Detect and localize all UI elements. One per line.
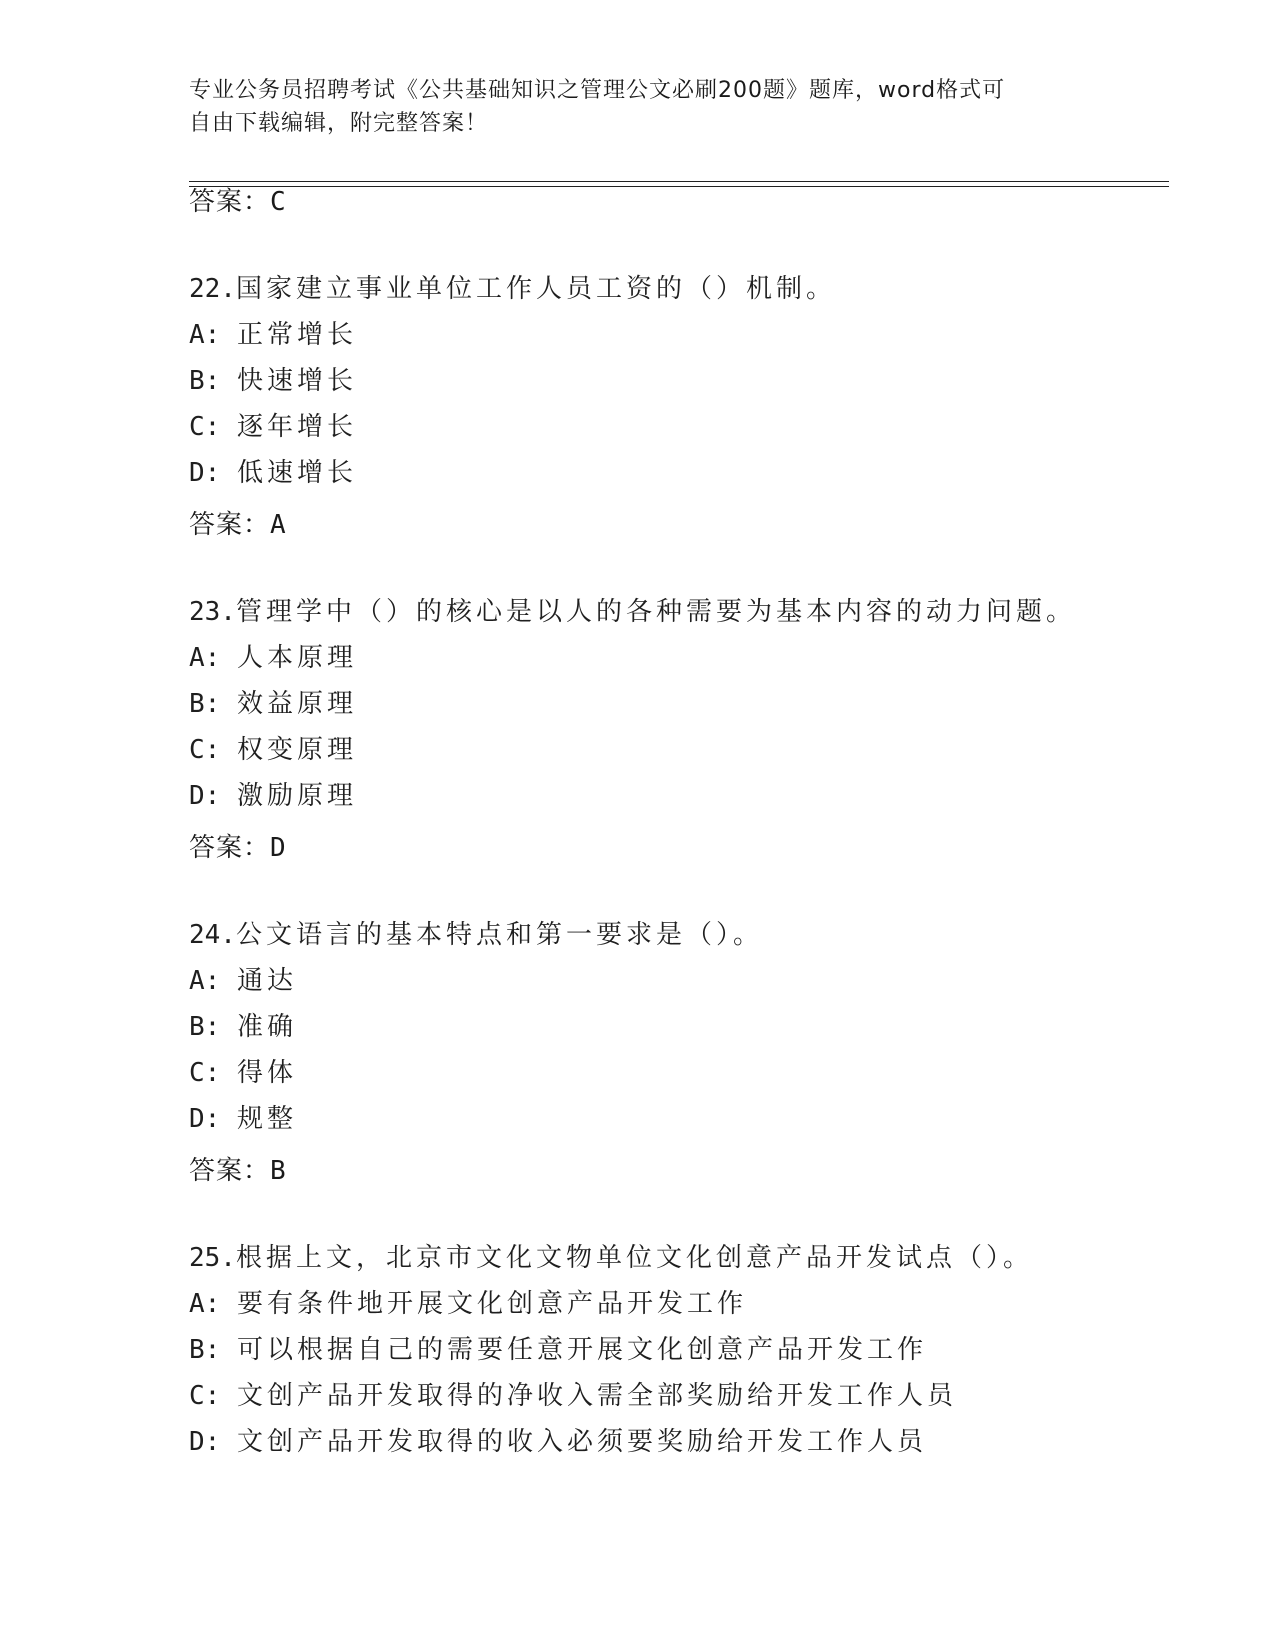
- option-text: 文创产品开发取得的净收入需全部奖励给开发工作人员: [237, 1381, 958, 1411]
- option-letter: D:: [189, 781, 221, 811]
- option-letter: C:: [189, 735, 221, 765]
- option-b: [189, 681, 1189, 727]
- option-d: [189, 1096, 1189, 1142]
- option-letter: B:: [189, 366, 221, 396]
- option-b: [189, 358, 1189, 404]
- question-number: 23.: [189, 597, 236, 627]
- option-letter: C:: [189, 1381, 221, 1411]
- question-number: 25.: [189, 1243, 236, 1273]
- question-stem: [189, 266, 1189, 312]
- option-a: [189, 312, 1189, 358]
- header-divider-bottom: [189, 186, 1169, 187]
- option-text: 激励原理: [237, 781, 358, 811]
- answer-value: B: [270, 1156, 287, 1186]
- question-text: 管理学中（）的核心是以人的各种需要为基本内容的动力问题。: [235, 597, 1076, 627]
- option-a: [189, 635, 1189, 681]
- option-text: 要有条件地开展文化创意产品开发工作: [237, 1289, 748, 1319]
- option-d: [189, 773, 1189, 819]
- question-stem: [189, 1235, 1189, 1281]
- option-text: 通达: [237, 966, 298, 996]
- question-23: [189, 589, 1189, 819]
- option-text: 逐年增长: [237, 412, 358, 442]
- answer-line-23: [189, 831, 287, 865]
- option-letter: B:: [189, 689, 221, 719]
- header-line-2: 自由下载编辑，附完整答案！: [189, 111, 489, 136]
- question-number: 24.: [189, 920, 236, 950]
- option-letter: A:: [189, 966, 221, 996]
- answer-value: D: [270, 833, 287, 863]
- option-letter: A:: [189, 1289, 221, 1319]
- question-22: [189, 266, 1189, 496]
- option-letter: A:: [189, 643, 221, 673]
- question-stem: [189, 589, 1189, 635]
- option-c: [189, 1050, 1189, 1096]
- answer-line-24: [189, 1154, 287, 1188]
- option-text: 规整: [237, 1104, 298, 1134]
- option-letter: C:: [189, 412, 221, 442]
- option-letter: B:: [189, 1012, 221, 1042]
- option-letter: D:: [189, 458, 221, 488]
- option-text: 正常增长: [237, 320, 358, 350]
- option-a: [189, 958, 1189, 1004]
- answer-label: 答案：: [189, 510, 271, 540]
- option-letter: D:: [189, 1427, 221, 1457]
- option-c: [189, 727, 1189, 773]
- option-letter: B:: [189, 1335, 221, 1365]
- answer-line-22: [189, 508, 287, 542]
- question-25: [189, 1235, 1189, 1465]
- option-text: 权变原理: [237, 735, 358, 765]
- document-header: [189, 74, 1089, 140]
- question-stem: [189, 912, 1189, 958]
- question-text: 根据上文，北京市文化文物单位文化创意产品开发试点（）。: [235, 1243, 1033, 1273]
- option-text: 得体: [237, 1058, 298, 1088]
- option-d: [189, 450, 1189, 496]
- header-divider-top: [189, 181, 1169, 182]
- question-text: 国家建立事业单位工作人员工资的（）机制。: [235, 274, 836, 304]
- option-letter: C:: [189, 1058, 221, 1088]
- option-text: 快速增长: [237, 366, 358, 396]
- answer-line-21: [189, 185, 287, 219]
- option-c: [189, 1373, 1189, 1419]
- answer-value: A: [270, 510, 287, 540]
- option-text: 可以根据自己的需要任意开展文化创意产品开发工作: [237, 1335, 928, 1365]
- question-text: 公文语言的基本特点和第一要求是（）。: [235, 920, 763, 950]
- question-24: [189, 912, 1189, 1142]
- option-text: 低速增长: [237, 458, 358, 488]
- option-b: [189, 1327, 1189, 1373]
- option-letter: D:: [189, 1104, 221, 1134]
- answer-label: 答案：: [189, 187, 271, 217]
- option-a: [189, 1281, 1189, 1327]
- option-text: 人本原理: [237, 643, 358, 673]
- header-line-1: 专业公务员招聘考试《公共基础知识之管理公文必刷200题》题库，word格式可: [189, 78, 1006, 103]
- option-c: [189, 404, 1189, 450]
- option-d: [189, 1419, 1189, 1465]
- question-number: 22.: [189, 274, 236, 304]
- option-text: 准确: [237, 1012, 298, 1042]
- answer-label: 答案：: [189, 833, 271, 863]
- option-b: [189, 1004, 1189, 1050]
- answer-label: 答案：: [189, 1156, 271, 1186]
- option-letter: A:: [189, 320, 221, 350]
- answer-value: C: [270, 187, 287, 217]
- option-text: 文创产品开发取得的收入必须要奖励给开发工作人员: [237, 1427, 928, 1457]
- option-text: 效益原理: [237, 689, 358, 719]
